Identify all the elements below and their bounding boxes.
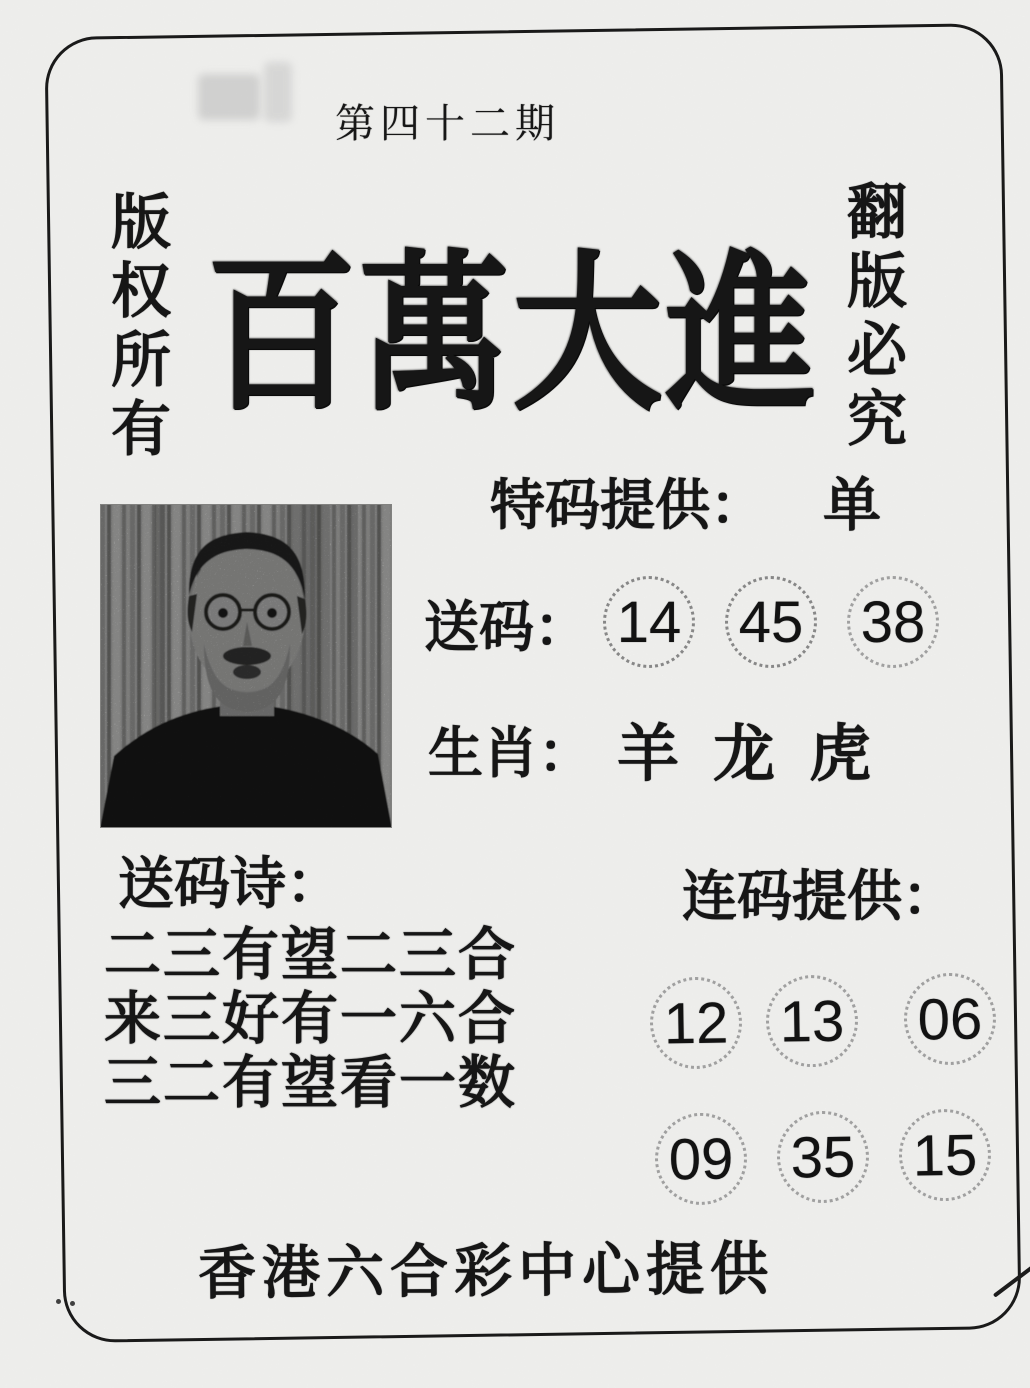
zodiac-values — [617, 704, 871, 793]
zodiac-label: 生肖： — [428, 723, 594, 784]
copyright-left-text: 版权所有 — [103, 190, 169, 466]
portrait-photo — [100, 504, 392, 828]
portrait-photo-image — [100, 504, 392, 828]
zodiac-value: 羊 — [617, 721, 680, 789]
consecutive-codes-row-2 — [654, 1108, 991, 1205]
consecutive-number-circle: 06 — [903, 972, 996, 1065]
main-title: 百萬大進 — [206, 241, 819, 431]
zodiac-row — [428, 704, 871, 793]
scan-smudge — [198, 74, 260, 120]
footer-text: 香港六合彩中心提供 — [197, 1236, 775, 1307]
gift-codes-label: 送码： — [424, 596, 590, 658]
consecutive-number-circle: 12 — [649, 976, 742, 1069]
zodiac-value: 龙 — [713, 721, 776, 789]
gift-number-circle: 45 — [725, 576, 817, 668]
consecutive-number-circle: 15 — [898, 1108, 991, 1201]
consecutive-number-circle: 13 — [765, 974, 858, 1067]
poem-label: 送码诗： — [118, 854, 342, 916]
poem-block — [104, 840, 584, 1116]
poem-line: 三二有望看一数 — [104, 1052, 517, 1115]
gift-codes-row — [424, 576, 939, 668]
scan-dot — [70, 1301, 75, 1306]
gift-number-circle: 38 — [847, 576, 939, 668]
copyright-right-text: 翻版必究 — [839, 180, 905, 456]
consecutive-number-circle: 09 — [654, 1112, 747, 1205]
gift-codes-circles — [603, 576, 939, 668]
poem-line: 二三有望二三合 — [104, 924, 517, 987]
consecutive-codes-label: 连码提供： — [682, 866, 958, 927]
poem-line: 来三好有一六合 — [104, 988, 517, 1051]
scan-dot — [56, 1299, 61, 1304]
consecutive-codes-row-1 — [649, 972, 996, 1069]
zodiac-value: 虎 — [809, 721, 872, 789]
scan-smudge — [264, 62, 292, 122]
consecutive-number-circle: 35 — [776, 1110, 869, 1203]
gift-number-circle: 14 — [603, 576, 695, 668]
special-code-label: 特码提供： — [490, 474, 766, 536]
poem-lines — [104, 924, 584, 1116]
special-code-row — [490, 458, 881, 542]
special-code-value: 单 — [823, 473, 882, 538]
issue-label: 第四十二期 — [335, 101, 560, 146]
